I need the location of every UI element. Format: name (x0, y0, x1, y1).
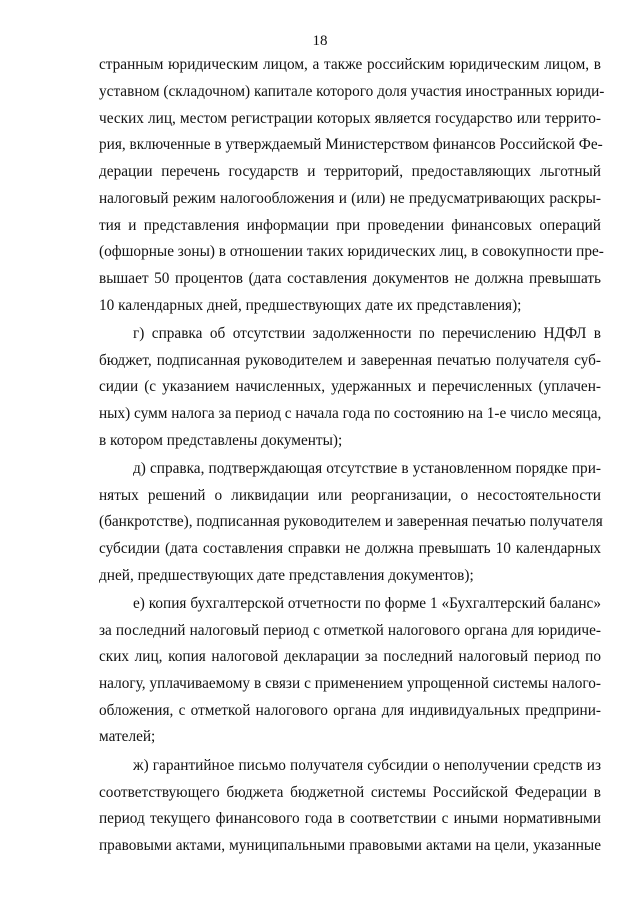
text-line: обложения, с отметкой налогового органа для индивидуальных предприни- (99, 702, 601, 719)
text-line: за последний налоговый период с отметкой налогового органа для юридиче- (99, 622, 601, 639)
text-line: сидии (с указанием начисленных, удержанных и перечисленных (уплачен- (99, 378, 601, 395)
text-line: 10 календарных дней, предшествующих дате их представления); (99, 297, 522, 314)
paragraph-e-first-line: е) копия бухгалтерской отчетности по форме 1 «Бухгалтерский баланс» (133, 595, 601, 612)
text-line: соответствующего бюджета бюджетной системы Российской Федерации в (99, 784, 601, 801)
text-line: (офшорные зоны) в отношении таких юридических лиц, в совокупности пре- (99, 243, 604, 260)
text-line: нятых решений о ликвидации или реорганизации, о несостоятельности (99, 487, 601, 504)
text-line: налогу, уплачиваемому в связи с применением упрощенной системы налого- (99, 675, 601, 692)
paragraph-zh-first-line: ж) гарантийное письмо получателя субсидии о неполучении средств из (133, 757, 601, 774)
text-line: уставном (складочном) капитале которого доля участия иностранных юриди- (99, 83, 605, 100)
text-line: ских лиц, копия налоговой декларации за последний налоговый период по (99, 648, 601, 665)
text-line: налоговый режим налогообложения и (или) не предусматривающих раскры- (99, 190, 601, 207)
paragraph-d-first-line: д) справка, подтверждающая отсутствие в установленном порядке при- (133, 460, 601, 477)
text-line: (банкротстве), подписанная руководителем и заверенная печатью получателя (99, 513, 603, 530)
text-line: дней, предшествующих дате представления документов); (99, 567, 474, 584)
text-line: ческих лиц, местом регистрации которых является государство или террито- (99, 110, 601, 127)
text-line: мателей; (99, 728, 156, 745)
text-line: период текущего финансового года в соответствии с иными нормативными (99, 810, 601, 827)
text-line: бюджет, подписанная руководителем и заверенная печатью получателя суб- (99, 352, 601, 369)
text-line: вышает 50 процентов (дата составления документов не должна превышать (99, 270, 601, 287)
text-line: тия и представления информации при проведении финансовых операций (99, 217, 601, 234)
text-line: правовыми актами, муниципальными правовыми актами на цели, указанные (99, 837, 601, 854)
text-line: в котором представлены документы); (99, 432, 343, 449)
text-line: рия, включенные в утверждаемый Министерством финансов Российской Фе- (99, 136, 603, 153)
paragraph-g-first-line: г) справка об отсутствии задолженности по перечислению НДФЛ в (133, 325, 601, 342)
text-line: ных) сумм налога за период с начала года по состоянию на 1-е число месяца, (99, 405, 602, 422)
page-number: 18 (312, 33, 328, 49)
text-line: дерации перечень государств и территорий, предоставляющих льготный (99, 163, 601, 180)
text-line: странным юридическим лицом, а также российским юридическим лицом, в (99, 56, 601, 73)
text-line: субсидии (дата составления справки не должна превышать 10 календарных (99, 540, 601, 557)
